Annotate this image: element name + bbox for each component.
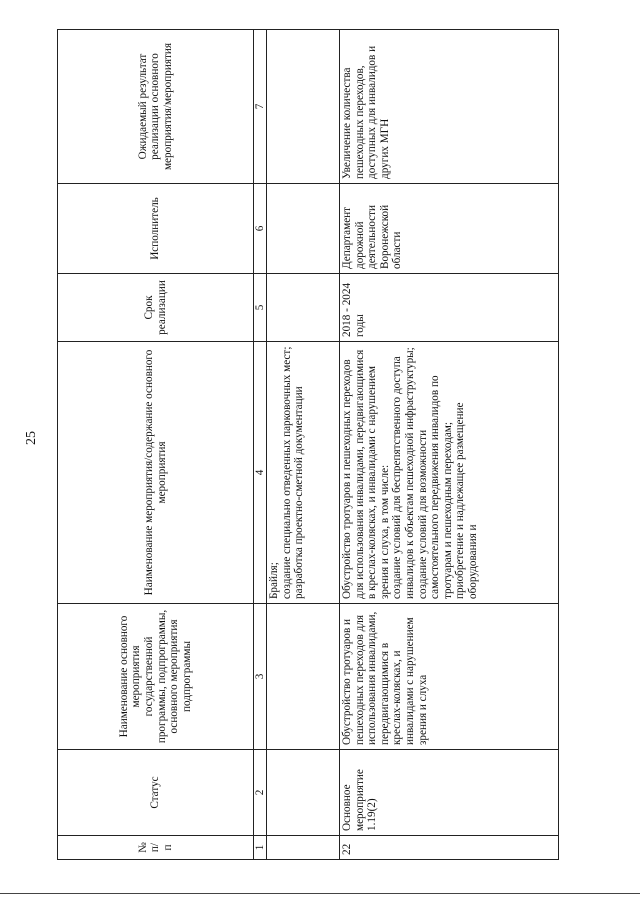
table-cell: Брайля; создание специально отведенных парковочных мест; разработка проектно-сметной документации — [267, 342, 340, 604]
row-program-name: Обустройство тротуаров и пешеходных переходов для использования инвалидами, передвигающимися в креслах-колясках, и инвалидами с нарушением зрения и слуха — [340, 604, 559, 750]
continuation-row — [267, 30, 340, 860]
bottom-rule — [0, 893, 640, 894]
table-cell — [267, 184, 340, 274]
row-number: 22 — [340, 836, 559, 860]
table-cell — [267, 604, 340, 750]
header-cell-number: № п/п — [58, 836, 254, 860]
column-number: 2 — [254, 750, 267, 836]
header-cell-executor: Исполнитель — [58, 184, 254, 274]
measures-table — [57, 29, 559, 860]
column-number: 1 — [254, 836, 267, 860]
column-number: 3 — [254, 604, 267, 750]
table-row — [340, 30, 559, 860]
table-cell — [267, 750, 340, 836]
row-executor: Департамент дорожной деятельности Воронежской области — [340, 184, 559, 274]
header-cell-period: Срок реализации — [58, 274, 254, 342]
row-expected-result: Увеличение количества пешеходных переходов, доступных для инвалидов и других МГН — [340, 30, 559, 184]
header-cell-measure-content: Наименование мероприятия/содержание основного мероприятия — [58, 342, 254, 604]
table-cell — [267, 30, 340, 184]
row-period: 2018 - 2024 годы — [340, 274, 559, 342]
row-measure-content: Обустройство тротуаров и пешеходных переходов для использования инвалидами, передвигающимися в креслах-колясках, и инвалидами с нарушением зрения и слуха, в том числе: создание условий для беспрепятственного доступа инвалидов к объектам пешеходной инфраструктуры; создание условий для возможности самостоятельного передвижения инвалидов по тротуарам и пешеходным переходам; приобретение и надлежащее размещение оборудования и — [340, 342, 559, 604]
header-cell-program-name: Наименование основного мероприятия государственной программы, подпрограммы, основного мероприятия подпрограммы — [58, 604, 254, 750]
column-number: 7 — [254, 30, 267, 184]
table-cell — [267, 836, 340, 860]
header-row — [58, 30, 254, 860]
rotated-table-container — [57, 30, 570, 860]
header-cell-status: Статус — [58, 750, 254, 836]
column-number-row — [254, 30, 267, 860]
header-cell-expected-result: Ожидаемый результат реализации основного мероприятия/мероприятия — [58, 30, 254, 184]
column-number: 4 — [254, 342, 267, 604]
row-status: Основное мероприятие 1.19(2) — [340, 750, 559, 836]
page-number: 25 — [24, 431, 39, 445]
column-number: 5 — [254, 274, 267, 342]
table-cell — [267, 274, 340, 342]
column-number: 6 — [254, 184, 267, 274]
